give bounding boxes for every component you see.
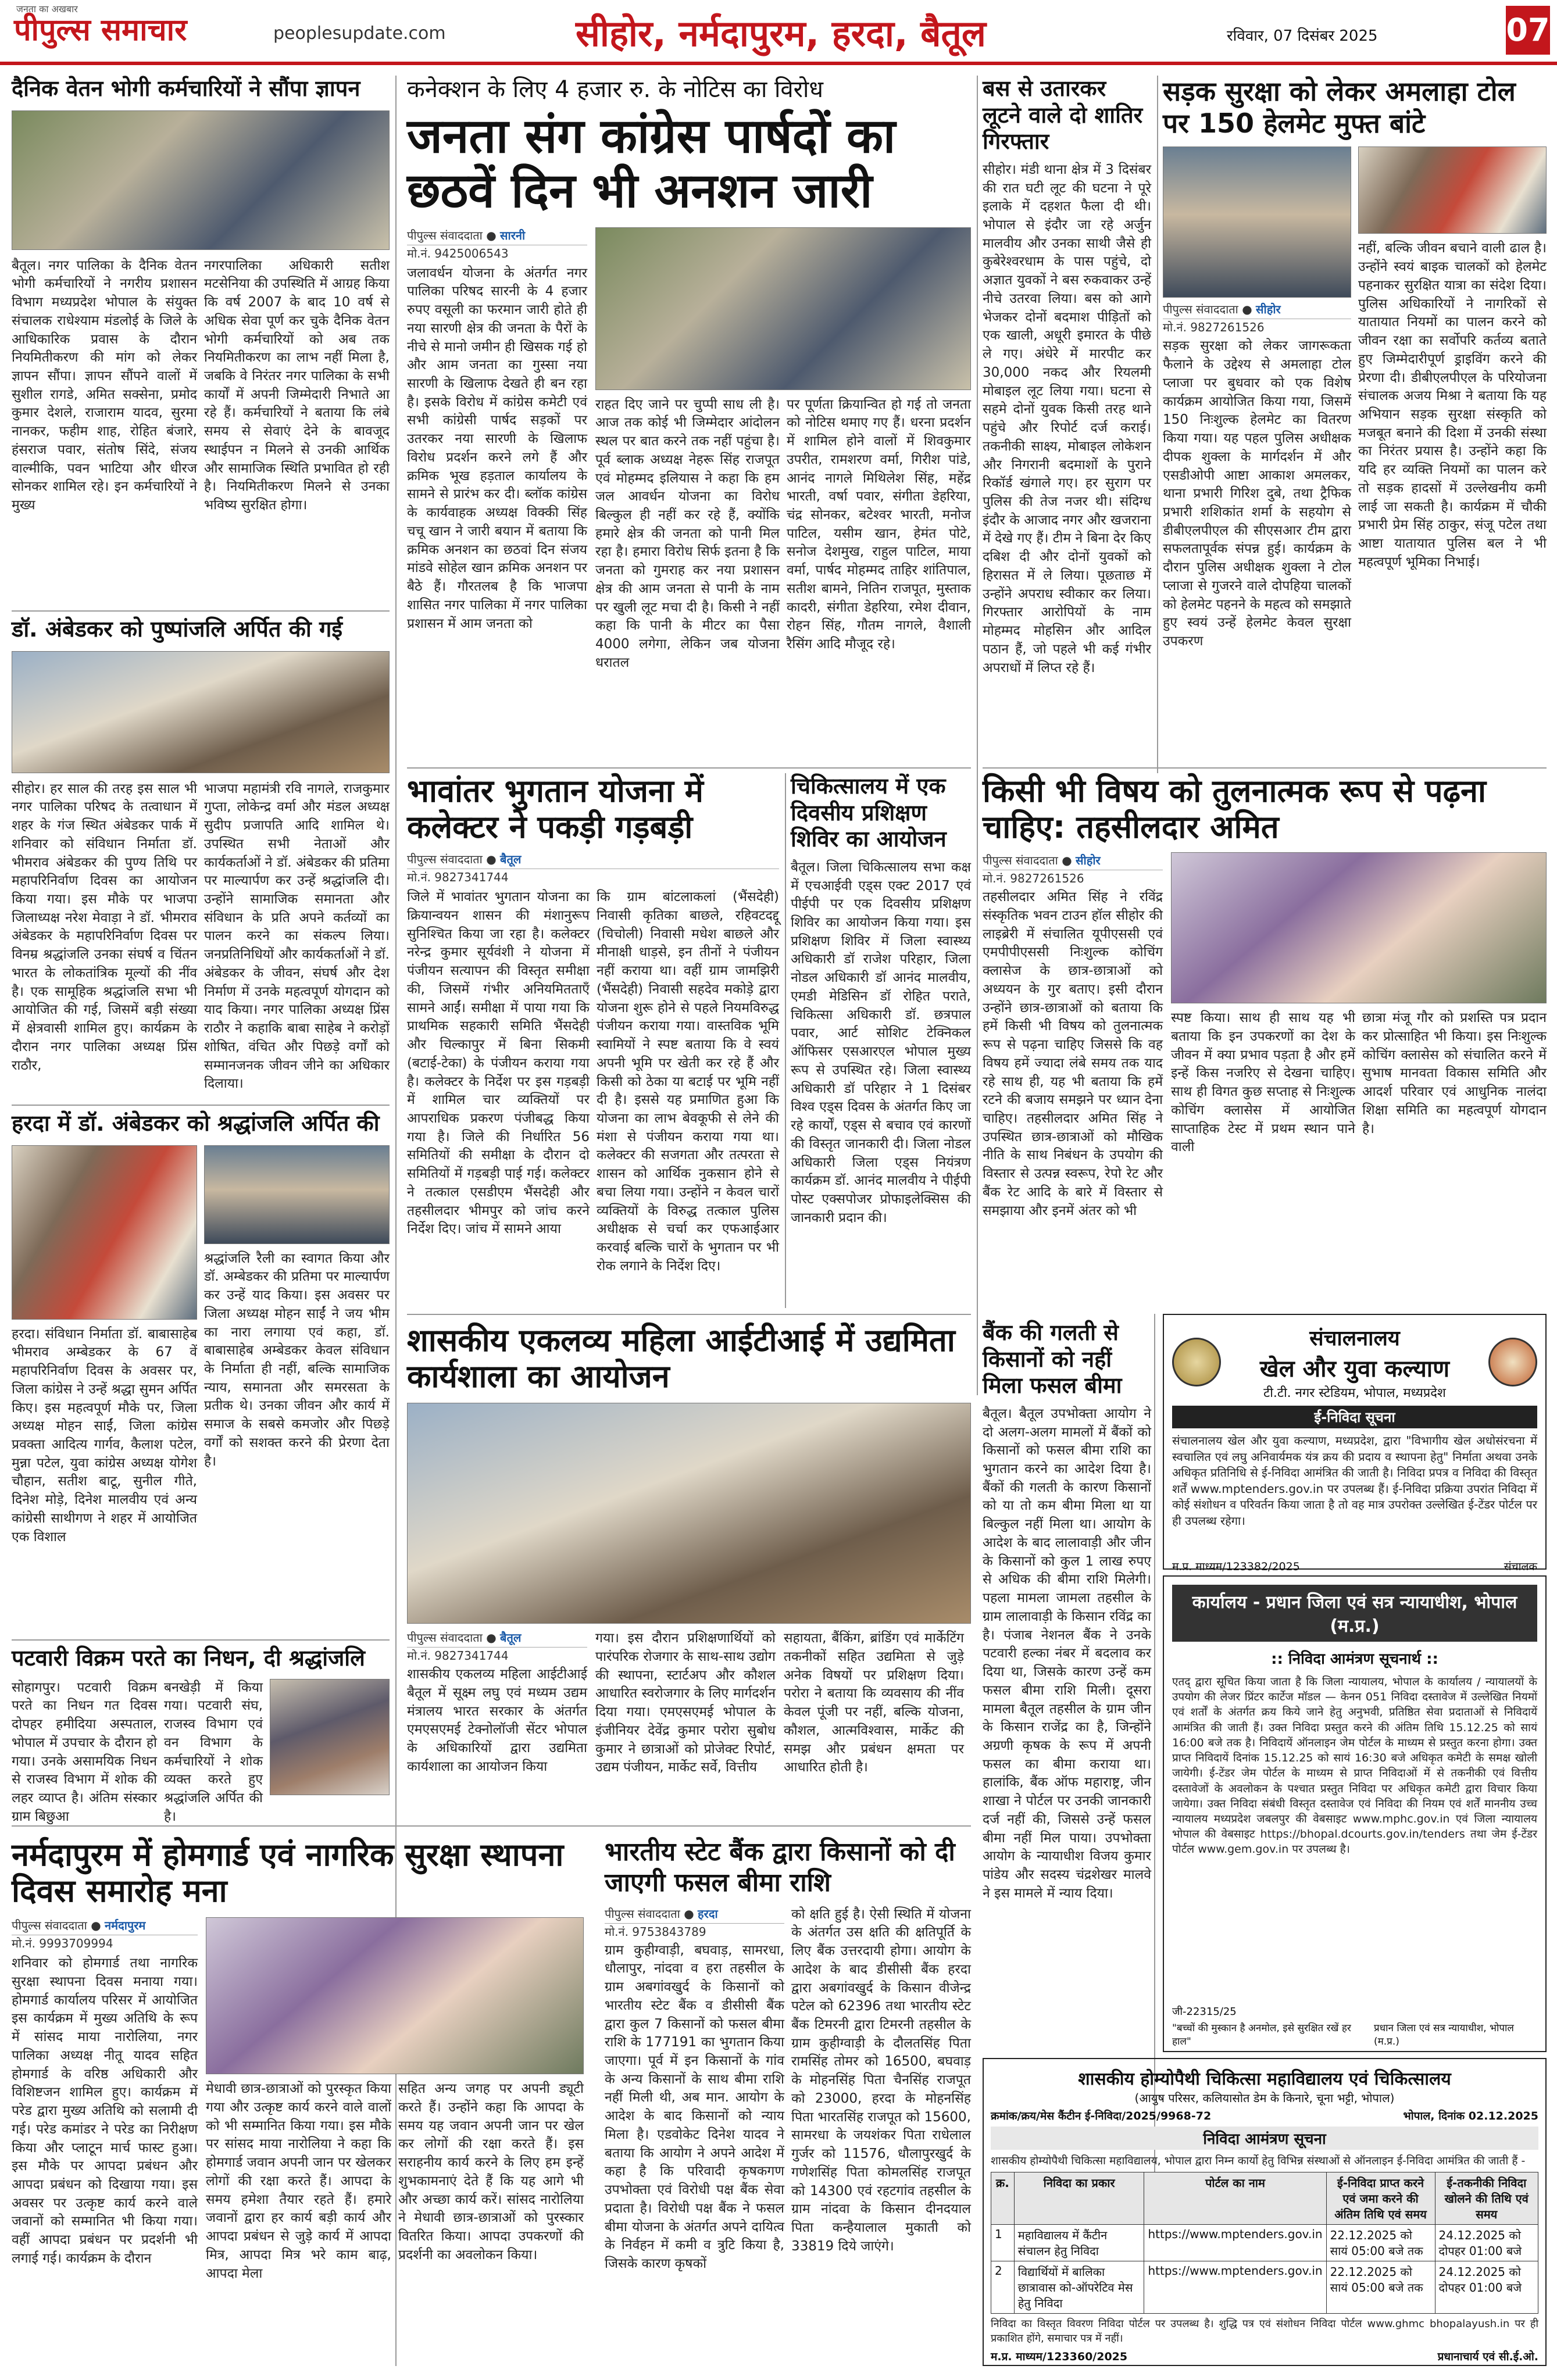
divider [12, 1105, 390, 1106]
photo-ceremony [206, 1917, 584, 2074]
body-text: गया। इस दौरान प्रशिक्षणार्थियों को पारंपरिक रोजगार के साथ-साथ उद्योग की स्थापना, स्टार्टअप और कौशल आधारित स्वरोजगार के लिए मार्गदर्शन दिया गया। एमएसएमई भोपाल के इंजीनियर देवेंद्र कुमार परोरा सुबोध कुमार ने छात्राओं को प्रोजेक्ट रिपोर्ट, उद्यम पंजीयन, मार्केट सर्वे, वित्तीय [595, 1631, 776, 1775]
body-text: कि ग्राम बांटलाकलां (भैंसदेही) निवासी कृतिका बाछले, रहिवटदद्दू (चिचोली) निवासी मधेश बाछले और मीनाक्षी धाड़से, इन तीनों ने पंजीयन नहीं कराया था। वहीं ग्राम जामझिरी (भैंसदेही) निवासी सहदेव मकोड़े द्वारा योजना शुरू होने से पहले नियमविरुद्ध पंजीयन कराया गया। वास्तविक भूमि स्वामियों ने स्पष्ट बताया कि वे स्वयं अपनी भूमि पर खेती कर रहे हैं और किसी को ठेका या बटाई पर भूमि नहीं दी है। इससे यह प्रमाणित हुआ कि योजना का लाभ बेवकूफी से लेने की मंशा से पंजीयन कराया गया था। कलेक्टर की सजगता और तत्परता से शासन को आर्थिक नुकसान होने से बचा लिया गया। उन्होंने न केवल चारों व्यक्तियों के विरुद्ध तत्काल पुलिस अधीक्षक से चर्चा कर एफआईआर करवाई बल्कि चारों के भुगतान पर भी रोक लगाने के निर्देश दिए। [597, 889, 779, 1274]
body-text: तहसीलदार अमित सिंह ने रविंद्र संस्कृतिक भवन टाउन हॉल सीहोर की लाइब्रेरी में संचालित यूपीएससी एवं एमपीपीएससी निःशुल्क कोचिंग क्लासेज के छात्र-छात्राओं को अध्ययन के गुर बताए। इसी दौरान उन्होंने छात्र-छात्राओं को बताया कि हमें किसी भी विषय को तुलनात्मक रूप से पढ़ना चाहिए जिससे कि वह विषय हमें ज्यादा लंबे समय तक याद रहे साथ ही, यह भी बताया कि हमें रटने की बजाय समझने पर ध्यान देना चाहिए। तहसीलदार अमित सिंह ने उपस्थित छात्र-छात्राओं को मौखिक नीति के साथ निबंधन के उपयोग की विस्तार से उत्पन्न स्वरूप, रेपो रेट और बैंक रेट आदि के बारे में विस्तार से समझाया और इनमें अंतर को भी [983, 889, 1163, 1218]
photo-tribute [12, 651, 390, 773]
body-text: ग्राम कुहीग्वाड़ी, बघवाड़, सामरधा, धौलापुर, नांदवा व हरा तहसील के ग्राम अबगांवखुर्द के किसानों को भारतीय स्टेट बैंक व डीसीसी बैंक द्वारा कुल 7 किसानों को फसल बीमा राशि के 177191 का भुगतान किया जाएगा। पूर्व में इन किसानों के गांव के अन्य किसानों के साथ बीमा राशि नहीं मिली थी, अब मान. आयोग के आदेश के बाद किसानों को न्याय मिला है। एडवोकेट दिनेश यादव ने बताया कि आयोग ने अपने आदेश में कहा है कि परिवादी कृषकगण उपभोक्ता एवं विरोधी पक्ष बैंक सेवा प्रदाता है। विरोधी पक्ष बैंक ने फसल बीमा योजना के अंतर्गत अपने दायित्व के निर्वहन में कमी व त्रुटि किया है, जिसके कारण कृषकों [605, 1942, 784, 2272]
emblem-icon [1172, 1338, 1221, 1386]
ad-footer: निविदा का विस्तृत विवरण निविदा पोर्टल पर उपलब्ध है। शुद्धि पत्र एवं संशोधन निविदा पोर्टल www.ghmc bhopalayush.in पर ही प्रकाशित होंगे, समाचार पत्र में नहीं। [991, 2318, 1538, 2345]
table-header: निविदा का प्रकार [1014, 2172, 1144, 2225]
body-text: बैतूल। बैतूल उपभोक्ता आयोग ने दो अलग-अलग मामलों में बैंकों को किसानों को फसल बीमा राशि का भुगतान करने का आदेश दिया है। बैंकों की गलती के कारण किसानों को या तो कम बीमा मिला था या बिल्कुल नहीं मिला था। आयोग के आदेश के बाद लालावाड़ी और जीन के किसानों को कुल 1 लाख रुपए से अधिक की बीमा राशि मिलेगी। पहला मामला जामला तहसील के ग्राम लालावाड़ी के किसान रविंद्र का है। पंजाब नेशनल बैंक ने उनके पटवारी हल्का नंबर में बदलाव कर दिया था, जिसके कारण उन्हें कम फसल बीमा राशि मिली। दूसरा मामला बैतूल तहसील के ग्राम जीन के किसान राजेंद्र का है, जिन्होंने अग्रणी कृषक के रूप में अपनी फसल का बीमा कराया था। हालांकि, बैंक ऑफ महाराष्ट्र, जीन शाखा ने पोर्टल पर उनकी जानकारी दर्ज नहीं की, जिससे उन्हें फसल बीमा नहीं मिल पाया। उपभोक्ता आयोग के न्यायाधीश विजय कुमार पांडेय और सदस्य चंद्रशेखर मालवे ने इस मामले में न्याय दिया। [983, 1406, 1151, 1901]
headline: चिकित्सालय में एक दिवसीय प्रशिक्षण शिविर का आयोजन [791, 773, 947, 852]
ad-title: कार्यालय - प्रधान जिला एवं सत्र न्यायाधीश, भोपाल (म.प्र.) [1172, 1585, 1537, 1642]
ad-sign: प्रधानाचार्य एवं सी.ई.ओ. [1437, 2350, 1538, 2363]
photo-portrait [270, 1679, 390, 1795]
ad-title: शासकीय होम्योपैथी चिकित्सा महाविद्यालय एवं चिकित्सालय [1078, 2069, 1451, 2089]
body-text: नगरपालिका अधिकारी सतीश मटसेनिया की उपस्थिति में आग्रह किया कि वर्ष 2007 के बाद 10 वर्ष से अधिक सेवा पूर्ण कर चुके दैनिक वेतन भोगी कर्मचारियों को अब तक नियमितीकरण का लाभ नहीं मिला है, जबकि वे निरंतर नगर पालिका के सभी कार्यों में अपनी जिम्मेदारी निभाते आ रहे हैं। कर्मचारियों ने बताया कि लंबे समय से सेवाएं देने के बावजूद स्थाईपन न मिलने से उनकी आर्थिक और सामाजिक स्थिति प्रभावित हो रही है। नियमितीकरण मिलने से उनका भविष्य सुरक्षित होगा। [204, 258, 390, 513]
logo-tagline: जनता का अखबार [16, 3, 78, 15]
headline: पटवारी विक्रम परते का निधन, दी श्रद्धांजलि [12, 1645, 365, 1671]
byline-name: पीपुल्स संवाददाता [983, 853, 1058, 868]
ad-sign: प्रधान जिला एवं सत्र न्यायाधीश, भोपाल (म.प्र.) [1373, 2022, 1514, 2047]
byline-place: बैतूल [500, 1631, 522, 1645]
byline-place: सारनी [500, 228, 526, 242]
body-text: छात्रा मंजू गौर को प्रशस्ति पत्र प्रदान कर प्रोत्साहित भी किया। इस निःशुल्क कोचिंग क्लासेस को संचालित करने में सुभाष मानवता विकास समिति और आदर्श परिवार एवं आधुनिक नालंदा शिक्षा समिति का महत्वपूर्ण योगदान है। [1362, 1010, 1547, 1137]
byline-name: पीपुल्स संवाददाता [605, 1906, 680, 1921]
divider [407, 1314, 971, 1315]
article-ekalavya [407, 1322, 971, 1775]
divider [983, 767, 1547, 769]
table-cell: महाविद्यालय में कैंटीन संचालन हेतु निविदा [1014, 2225, 1144, 2261]
divider [12, 1639, 390, 1641]
byline-mobile: मो.नं. 9827261526 [1163, 320, 1265, 335]
byline-name: पीपुल्स संवाददाता [1163, 302, 1238, 317]
headline: नर्मदापुरम में होमगार्ड एवं नागरिक सुरक्षा स्थापना दिवस समारोह मना [12, 1836, 564, 1910]
body-text: सड़क सुरक्षा को लेकर जागरूकता फैलाने के उद्देश्य से अमलाहा टोल प्लाजा पर बुधवार को एक विशेष कार्यक्रम आयोजित किया गया, जिसमें 150 निःशुल्क हेलमेट का वितरण किया गया। यह पहल पुलिस अधीक्षक दीपक शुक्ला के मार्गदर्शन में और एसडीओपी आष्टा आकाश अमलकर, थाना प्रभारी गिरिश दुबे, तथा ट्रैफिक प्रभारी शशिकांत शर्मा के सहयोग से डीबीएलपीएल की सीएसआर टीम द्वारा सफलतापूर्वक संपन्न हुई। कार्यक्रम के दौरान पुलिस अधीक्षक शुक्ला ने टोल प्लाजा से गुजरने वाले दोपहिया चालकों को हेलमेट पहनने के महत्व को समझाते हुए स्वयं उन्हें हेलमेट केवल सुरक्षा उपकरण [1163, 338, 1351, 649]
article-bus [983, 76, 1151, 748]
body-text: नहीं, बल्कि जीवन बचाने वाली ढाल है। उन्होंने स्वयं बाइक चालकों को हेलमेट पहनाकर सुरक्षित यात्रा का संदेश दिया। पुलिस अधिकारियों ने नागरिकों से यातायात नियमों का पालन करने को जीवन रक्षा का सर्वोपरि कर्तव्य बताते हुए जिम्मेदारीपूर्ण ड्राइविंग करने की प्रेरणा दी। डीबीएलपीएल के परियोजना संचालक अजय मिश्रा ने बताया कि यह अभियान सड़क सुरक्षा संस्कृति को मजबूत बनाने की दिशा में उनकी संस्था का निरंतर प्रयास है। उन्होंने कहा कि यदि हर व्यक्ति नियमों का पालन करे तो सड़क हादसों में उल्लेखनीय कमी लाई जा सकती है। कार्यक्रम में चौकी प्रभारी प्रेम सिंह ठाकुर, संजू पटेल तथा आष्टा यातायात पुलिस बल ने भी महत्वपूर्ण भूमिका निभाई। [1358, 241, 1547, 570]
website-url[interactable]: peoplesupdate.com [273, 23, 446, 44]
ad-body: एतद् द्वारा सूचित किया जाता है कि जिला न्यायालय, भोपाल के कार्यालय / न्यायालयों के उपयोग की लेजर प्रिंटर कार्टेज मॉडल — केनन 051 निविदा दस्तावेज में उल्लेखित नियमों एवं शर्तों के अंतर्गत क्रय किये जाने हेतु अनुभवी, प्रतिष्ठित सेवा प्रदाताओं से निविदायें आमंत्रित की जाती हैं। उक्त निविदा प्रस्तुत करने की अंतिम तिथि 15.12.25 को सायं 16:00 बजे तक है। निविदायें ऑनलाइन जेम पोर्टल के माध्यम से प्रस्तुत करना होगा। उक्त प्राप्त निविदायें दिनांक 15.12.25 को सायं 16:30 बजे अधिकृत कमेटी के समक्ष खोली जायेगी। ई-टेंडर जेम पोर्टल के माध्यम से प्राप्त निविदाओं में से तकनीकी एवं वित्तीय दस्तावेजों के अवलोकन के पश्चात प्रस्तुत निविदा पर अधिकृत कमेटी द्वारा विचार किया जायेगा। उक्त निविदा संबंधी विस्तृत दस्तावेज एवं निविदा की नियम एवं शर्तें माननीय उच्च न्यायालय मध्यप्रदेश जबलपुर की वेबसाइट www.mphc.gov.in एवं जिला न्यायालय भोपाल की वेबसाइट https://bhopal.dcourts.gov.in/tenders तथा जेम ई-टेंडर पोर्टल www.gem.gov.in पर उपलब्ध है। [1172, 1675, 1537, 1856]
column-rule [1157, 76, 1158, 773]
body-text: जलावर्धन योजना के अंतर्गत नगर पालिका परिषद सारनी के 4 हजार रुपए वसूली का फरमान जारी होते ही नया सारणी क्षेत्र की जनता के पैरों के नीचे से मानो जमीन ही खिसक गई हो और आम जनता का गुस्सा नया सारणी के खिलाफ देखते ही बन रहा है। इसके विरोध में कांग्रेस कमेटी एवं सभी कांग्रेसी पार्षद सड़कों पर उतरकर नया सारणी के खिलाफ विरोध प्रदर्शन करने लगे हैं और क्रमिक भूख हड़ताल कार्यालय के सामने से प्रारंभ कर दी। ब्लॉक कांग्रेस के कार्यवाहक अध्यक्ष विक्की सिंह चचू खान ने जारी बयान में बताया कि क्रमिक अनशन का छठवां दिन संजय मांडवे सोहेल खान क्रमिक अनशन पर बैठे हैं। गौरतलब है कि भाजपा शासित नगर पालिका में नगर पालिका प्रशासन में आम जनता को [407, 265, 587, 631]
headline: दैनिक वेतन भोगी कर्मचारियों ने सौंपा ज्ञापन [12, 76, 360, 101]
photo-statue [12, 1145, 197, 1320]
table-header-row [991, 2172, 1538, 2225]
newspaper-logo: पीपुल्स समाचार [14, 12, 187, 48]
byline-name: पीपुल्स संवाददाता [407, 1631, 483, 1645]
article-congress [407, 76, 971, 671]
page-number: 07 [1506, 6, 1550, 55]
byline-mobile: मो.नं. 9425006543 [407, 246, 509, 260]
article-ambedkar-sehore [12, 616, 390, 1092]
table-row [991, 2225, 1538, 2261]
photo-workshop [407, 1403, 971, 1624]
headline: शासकीय एकलव्य महिला आईटीआई में उद्यमिता कार्यशाला का आयोजन [407, 1322, 955, 1395]
byline: पीपुल्स संवाददाता ● सीहोर [1163, 301, 1351, 319]
byline-place: हरदा [698, 1906, 718, 1921]
byline-mobile: मो.नं. 9827341744 [407, 870, 509, 885]
ad-homeopathy-tender [983, 2058, 1547, 2366]
headline: सड़क सुरक्षा को लेकर अमलाहा टोल पर 150 हेलमेट मुफ्त बांटे [1163, 76, 1516, 140]
table-cell: 24.12.2025 को दोपहर 01:00 बजे [1435, 2225, 1538, 2261]
body-text: हरदा। संविधान निर्माता डॉ. बाबासाहेब भीमराव अम्बेडकर के 67 वें महापरिनिर्वाण दिवस के अवसर पर, जिला कांग्रेस ने उन्हें श्रद्धा सुमन अर्पित किए। इस महत्वपूर्ण मौके पर, जिला अध्यक्ष मोहन साईं, जिला कांग्रेस प्रवक्ता आदित्य गार्गव, कैलाश पटेल, मुन्ना पटेल, युवा कांग्रेस अध्यक्ष योगेश चौहान, सतीश बाटू, सुनील गीते, दिनेश मोड़े, दिनेश मालवीय एवं अन्य कांग्रेसी साथीगण ने शहर में आयोजित एक विशाल [12, 1326, 197, 1545]
ad-notice: ई-निविदा सूचना [1172, 1406, 1537, 1428]
body-text: सोहागपुर। पटवारी विक्रम परते का निधन गत दिवस दोपहर हमीदिया अस्पताल, भोपाल में उपचार के दौरान हो गया। उनके असामयिक निधन से राजस्व विभाग में शोक की लहर व्याप्त है। अंतिम संस्कार ग्राम बिछुआ [12, 1679, 157, 1824]
byline-mobile: मो.नं. 9753843789 [605, 1924, 706, 1939]
photo-protest [595, 227, 971, 390]
kicker: कनेक्शन के लिए 4 हजार रु. के नोटिस का विरोध [407, 76, 823, 103]
photo-helmet-distribution [1163, 146, 1351, 298]
article-hospital [791, 773, 971, 1289]
byline-mobile: मो.नं. 9827261526 [983, 871, 1084, 886]
body-text: मेधावी छात्र-छात्राओं को पुरस्कृत किया गया और उत्कृष्ट कार्य करने वाले वालों को भी सम्मानित किया गया। इस मौके पर सांसद माया नारोलिया ने कहा कि होमगार्ड जवान अपनी जान पर खेलकर लोगों की रक्षा करते हैं। आपदा के समय हमेशा तैयार रहते हैं। हमारे जवानों द्वारा हर कार्य बड़ी कार्य और आपदा प्रबंधन से जुड़े कार्य में आपदा मित्र, आपदा मित्र भरे काम बाढ़, आपदा मेला [206, 2081, 391, 2281]
byline: पीपुल्स संवाददाता ● सारनी [407, 227, 587, 245]
ad-ref: जी-22315/25 [1172, 2006, 1237, 2018]
ad-subtitle: खेल और युवा कल्याण [1259, 1356, 1450, 1382]
table-header: क्र. [991, 2172, 1015, 2225]
body-text: सीहोर। मंडी थाना क्षेत्र में 3 दिसंबर की रात घटी लूट की घटना ने पूरे इलाके में दहशत फैला दी थी। भोपाल से इंदौर जा रहे अर्जुन मालवीय और उनका साथी जैसे ही कुबेरेश्वरधाम के पास पहुंचे, दो अज्ञात युवकों ने बस रुकवाकर उन्हें नीचे उतरवा लिया। बस को आगे भेजकर दोनों बदमाश पीड़ितों को एक खाली, अधूरी इमारत के पीछे ले गए। अंधेरे में मारपीट कर 30,000 नकद और रियलमी मोबाइल लूट लिया गया। घटना से सहमे दोनों युवक किसी तरह थाने पहुंचे और रिपोर्ट दर्ज कराई। तकनीकी साक्ष्य, मोबाइल लोकेशन और निगरानी बदमाशों के पुराने रिकॉर्ड खंगाले गए। हर सुराग पर पुलिस की तेज नजर थी। संदिग्ध इंदौर के आजाद नगर और खजराना में देखे गए हैं। टीम ने बिना देर किए दबिश दी और दोनों युवकों को हिरासत में ले लिया। पूछताछ में उन्होंने अपराध स्वीकार कर लिया। गिरफ्तार आरोपियों के नाम मोहम्मद मोहसिन और आदिल पठान हैं, जो पहले भी कई गंभीर अपराधों में लिप्त रहे हैं। [983, 162, 1151, 676]
body-text: बैतूल। जिला चिकित्सालय सभा कक्ष में एचआईवी एड्स एक्ट 2017 एवं पीईपी पर एक दिवसीय प्रशिक्षण शिविर का आयोजन किया गया। इस प्रशिक्षण शिविर में जिला स्वास्थ्य अधिकारी डॉ राजेश परिहार, जिला नोडल अधिकारी डॉ आनंद मालवीय, एमडी मेडिसिन डॉ रोहित पराते, चिकित्सा अधिकारी डॉ. छत्रपाल पवार, आर्ट सोशिट टेक्निकल ऑफिसर एसआरएल भोपाल मुख्य रूप से उपस्थित रहे। जिला स्वास्थ्य अधिकारी डॉ परिहार ने 1 दिसंबर विश्व एड्स दिवस के अंतर्गत किए जा रहे कार्यों, एड्स से बचाव एवं कारणों की विस्तृत जानकारी दी। जिला नोडल अधिकारी जिला एड्स नियंत्रण कार्यक्रम डॉ. आनंद मालवीय ने पीईपी पोस्ट एक्सपोजर प्रोफाइलेक्सिस की जानकारी प्रदान की। [791, 859, 971, 1225]
article-tehsildar [983, 773, 1547, 1218]
article-ambedkar-harda [12, 1110, 390, 1545]
headline: डॉ. अंबेडकर को पुष्पांजलि अर्पित की गई [12, 616, 343, 642]
divider [605, 1825, 971, 1827]
issue-date: रविवार, 07 दिसंबर 2025 [1227, 27, 1378, 45]
ad-ref-no: क्रमांक/क्रय/मेस कैंटीन ई-निविदा/2025/9968-72 [991, 2110, 1212, 2122]
tender-table [991, 2172, 1538, 2314]
byline-name: पीपुल्स संवाददाता [407, 228, 483, 242]
photo-certificate [1171, 852, 1547, 1003]
table-header: ई-तकनीकी निविदा खोलने की तिथि एवं समय [1435, 2172, 1538, 2225]
table-header: ई-निविदा प्राप्त करने एवं जमा करने की अंतिम तिथि एवं समय [1326, 2172, 1435, 2225]
table-header: पोर्टल का नाम [1144, 2172, 1326, 2225]
logo-icon [1488, 1338, 1537, 1386]
byline-place: नर्मदापुरम [105, 1918, 146, 1933]
body-text: भाजपा महामंत्री रवि नागले, राजकुमार गुप्ता, लोकेन्द्र वर्मा और मंडल अध्यक्ष सुदीप प्रजापति आदि शामिल थे। उपस्थित सभी नेताओं और कार्यकर्ताओं ने डॉ. अंबेडकर की प्रतिमा पर माल्यार्पण कर उन्हें श्रद्धांजलि दी। उन्होंने सामाजिक समानता और संविधान के प्रति अपने कर्तव्यों का पालन करने का संकल्प लिया। जनप्रतिनिधियों और कार्यकर्ताओं ने डॉ. अंबेडकर के जीवन, संघर्ष और देश निर्माण में उनके महत्वपूर्ण योगदान को याद किया। नगर पालिका अध्यक्ष प्रिंस राठौर ने कहाकि बाबा साहेब ने करोड़ों शोषित, वंचित और पिछड़े वर्गों को सम्मानजनक जीवन जीने का अधिकार दिलाया। [204, 781, 390, 1092]
headline: बैंक की गलती से किसानों को नहीं मिला फसल बीमा [983, 1320, 1122, 1399]
table-cell: 22.12.2025 को सायं 05:00 बजे तक [1326, 2261, 1435, 2314]
body-text: शनिवार को होमगार्ड तथा नागरिक सुरक्षा स्थापना दिवस मनाया गया। होमगार्ड कार्यालय परिसर में आयोजित इस कार्यक्रम में मुख्य अतिथि के रूप में सांसद माया नारोलिया, नगर पालिका अध्यक्ष नीतू यादव सहित होमगार्ड के वरिष्ठ अधिकारी और विशिष्टजन शामिल हुए। कार्यक्रम में परेड द्वारा मुख्य अतिथि को सलामी दी गई। परेड कमांडर ने परेड का निरीक्षण किया और प्लाटून मार्च फास्ट हुआ। इस मौके पर आपदा प्रबंधन और आपदा प्रबंधन को दिखाया गया। इस अवसर पर उत्कृष्ट कार्य करने वाले जवानों को सम्मानित भी किया गया। वहीं आपदा प्रबंधन पर प्रदर्शनी भी लगाई गई। कार्यक्रम के दौरान [12, 1956, 198, 2266]
byline-mobile: मो.नं. 9827341744 [407, 1649, 509, 1663]
byline-place: सीहोर [1256, 302, 1281, 317]
body-text: बनखेड़ी में किया गया। पटवारी संघ, राजस्व विभाग एवं वन विभाग के कर्मचारियों ने शोक व्यक्त करते हुए श्रद्धांजलि अर्पित की है। [164, 1679, 263, 1824]
headline: हरदा में डॉ. अंबेडकर को श्रद्धांजलि अर्पित की [12, 1110, 380, 1136]
body-text: श्रद्धांजलि रैली का स्वागत किया और डॉ. अम्बेडकर की प्रतिमा पर माल्यार्पण कर उन्हें याद किया। इस अवसर पर जिला अध्यक्ष मोहन साईं ने जय भीम का नारा लगाया एवं कहा, डॉ. बाबासाहेब अम्बेडकर केवल संविधान के निर्माता ही नहीं, बल्कि सामाजिक न्याय, समानता और समरसता के प्रतीक थे। उनका जीवन और कार्य में समाज के सबसे कमजोर और पिछड़े वर्गों को सशक्त करने की प्रेरणा देता है। [204, 1250, 390, 1469]
byline-place: सीहोर [1076, 853, 1101, 868]
article-helmet [1163, 76, 1547, 709]
headline: बस से उतारकर लूटने वाले दो शातिर गिरफ्तार [983, 76, 1143, 155]
ad-notice: निविदा आमंत्रण सूचना [991, 2127, 1538, 2150]
byline: पीपुल्स संवाददाता ● बैतूल [407, 1629, 587, 1648]
body-text: सीहोर। हर साल की तरह इस साल भी नगर पालिका परिषद के तत्वाधान में शहर के गंज स्थित अंबेडकर पार्क में शनिवार को संविधान निर्माता डॉ. भीमराव अंबेडकर की पुण्य तिथि पर महापरिनिर्वाण दिवस का आयोजन किया गया। इस मौके पर भाजपा जिलाध्यक्ष नरेश मेवाड़ा ने डॉ. भीमराव अंबेडकर के महापरिनिर्वाण दिवस पर विनम्र श्रद्धांजलि उनका संघर्ष व चिंतन भारत के लोकतांत्रिक मूल्यों की नींव है। एक सामूहिक श्रद्धांजलि सभा भी आयोजित की गई, जिसमें बड़ी संख्या में क्षेत्रवासी शामिल हुए। कार्यक्रम के दौरान नगर पालिका अध्यक्ष प्रिंस राठौर, [12, 781, 197, 1073]
section-title: सीहोर, नर्मदापुरम, हरदा, बैतूल [576, 12, 986, 55]
ad-court-tender [1163, 1575, 1547, 2052]
body-text: सहायता, बैंकिंग, ब्रांडिंग एवं मार्केटिंग तकनीकों सहित उद्यमिता से जुड़े अनेक विषयों पर प्रशिक्षण दिया। परोरा ने बताया कि व्यवसाय की नींव केवल पूंजी पर नहीं, बल्कि योजना, कौशल, आत्मविश्वास, मार्केट की समझ और प्रबंधन क्षमता पर आधारित होती है। [784, 1631, 964, 1775]
headline: भावांतर भुगतान योजना में कलेक्टर ने पकड़ी गड़बड़ी [407, 773, 703, 846]
ad-address: टी.टी. नगर स्टेडियम, भोपाल, मध्यप्रदेश [1263, 1386, 1446, 1400]
table-cell: विद्यार्थियों में बालिका छात्रावास को-ऑपरेटिव मेस हेतु निविदा [1014, 2261, 1144, 2314]
byline: पीपुल्स संवाददाता ● हरदा [605, 1906, 784, 1924]
body-text: जिले में भावांतर भुगतान योजना का क्रियान्वयन शासन की मंशानुरूप सुनिश्चित किया जा रहा है। कलेक्टर नरेन्द्र कुमार सूर्यवंशी ने योजना में पंजीयन सत्यापन की विस्तृत समीक्षा की, जिसमें गंभीर अनियमितताएँ सामने आईं। समीक्षा में पाया गया कि प्राथमिक सहकारी समिति भैंसदेही और चिल्कापुर में बिना सिकमी (बटाई-टेका) के पंजीयन कराया गया है। कलेक्टर के निर्देश पर इस गड़बड़ी में शामिल चार व्यक्तियों पर आपराधिक प्रकरण पंजीबद्ध किया गया है। जिले की निर्धारित 56 समितियों की समीक्षा के दौरान दो समितियों में गड़बड़ी पाई गई। कलेक्टर ने तत्काल एसडीएम भैंसदेही और तहसीलदार भीमपुर को जांच करने निर्देश दिए। जांच में सामने आया [407, 889, 590, 1237]
table-cell: 22.12.2025 को सायं 05:00 बजे तक [1326, 2225, 1435, 2261]
article-bhavantar [407, 773, 779, 1307]
byline: पीपुल्स संवाददाता ● बैतूल [407, 851, 779, 869]
column-rule [785, 773, 786, 1308]
photo-officers [1358, 146, 1547, 234]
divider [407, 767, 971, 769]
ad-body: संचालनालय खेल और युवा कल्याण, मध्यप्रदेश, द्वारा "विभागीय खेल अधोसंरचना में स्वचालित एवं लघु अनिवार्यमक यंत्र क्रय की प्रदाय व स्थापना हेतु" निर्माता अथवा उनके अधिकृत प्रतिनिधि से ई-निविदा आमंत्रित की जाती है। निविदा प्रपत्र व निविदा की विस्तृत शर्तें www.mptenders.gov.in पर उपलब्ध हैं। ई-निविदा प्रक्रिया उपरांत निविदा में कोई संशोधन व परिवर्तन किया जाता है तो वह मात्र उपरोक्त उल्लेखित ई-टेंडर पोर्टल पर ही उपलब्ध रहेगा। [1172, 1434, 1537, 1528]
body-text: राहत दिए जाने पर चुप्पी साध ली है। आज तक कोई भी जिम्मेदार आंदोलन स्थल पर बात करने तक नहीं पहुंचा है। पूर्व ब्लाक अध्यक्ष नेहरू सिंह राजपूत एवं मोहम्मद इलियास ने कहा कि हम जल आवर्धन योजना का विरोध बिल्कुल ही नहीं कर रहे हैं, क्योंकि हमारे क्षेत्र की जनता को पानी मिल रहा है। हमारा विरोध सिर्फ इतना है कि जनता को गुमराह कर नया प्रशासन क्षेत्र की आम जनता से पानी के नाम पर खुली लूट मचा दी है। किसी ने नहीं कहा कि पानी के मीटर का पैसा 4000 लगेगा, लेकिन जब योजना धरातल [595, 396, 780, 670]
column-rule [977, 76, 978, 1395]
byline-name: पीपुल्स संवाददाता [12, 1918, 87, 1933]
table-cell: 24.12.2025 को दोपहर 01:00 बजे [1435, 2261, 1538, 2314]
photo-memorandum [12, 110, 390, 250]
table-cell[interactable]: https://www.mptenders.gov.in [1144, 2261, 1326, 2314]
article-patwari [12, 1645, 390, 1824]
table-row [991, 2261, 1538, 2314]
ad-sign: संचालक [1504, 1560, 1537, 1573]
photo-rally [204, 1145, 390, 1244]
ad-ref: म.प्र. माध्यम/123360/2025 [991, 2350, 1128, 2363]
table-cell: 1 [991, 2225, 1015, 2261]
ad-intro: शासकीय होम्योपैथी चिकित्सा महाविद्यालय, भोपाल द्वारा निम्न कार्यो हेतु विभिन्न संस्थाओं से ऑनलाइन ई-निविदा आमंत्रित की जाती हैं - [991, 2154, 1526, 2167]
ad-ref-date: भोपाल, दिनांक 02.12.2025 [1403, 2110, 1538, 2122]
ad-address: (आयुष परिसर, कलियासोत डेम के किनारे, चूना भट्टी, भोपाल) [1134, 2091, 1395, 2105]
byline-name: पीपुल्स संवाददाता [407, 852, 483, 867]
ad-sports-tender [1163, 1314, 1547, 1573]
ad-notice: :: निविदा आमंत्रण सूचनार्थ :: [1271, 1650, 1438, 1668]
body-text: पर पूर्णता क्रियान्वित हो गई तो जनता को नोटिस थमाए गए हैं। धरना प्रदर्शन में शामिल होने वालों में शिवकुमार उपरीत, रामशरण वर्मा, गिरीश पांडे, आनंद नागले मिथिलेश सिंह, महेंद्र भारती, वर्षा पवार, संगीता डेहरिया, चंद्र सोनकर, बटेश्वर भारती, मनोज पाटिल, यसीम खान, हेमंत पोटे, सनोज देशमुख, राहुल पाटिल, माया वर्मा, पार्षद मोहम्मद ताहिर शांतिपाल, सतीश बामने, नितिन राजपूत, मुस्ताक कादरी, संगीता डेहरिया, रमेश दीवान, रोहन सिंह, गौतम नागले, वैशाली रैसिंग आदि मौजूद रहे। [787, 396, 971, 652]
article-wage [12, 76, 390, 513]
headline: किसी भी विषय को तुलनात्मक रूप से पढ़ना चाहिए: तहसीलदार अमित [983, 773, 1486, 846]
ad-title: संचालनालय [1309, 1327, 1400, 1350]
headline: जनता संग कांग्रेस पार्षदों का छठवें दिन भी अनशन जारी [407, 109, 896, 219]
body-text: स्पष्ट किया। साथ ही साथ यह भी बताया कि इन उपकरणों का देश के जीवन में क्या प्रभाव पड़ता है और हमें इन्हें किस नजरिए से देखना चाहिए। साथ ही विगत कुछ सप्ताह से निःशुल्क कोचिंग क्लासेस में आयोजित साप्ताहिक टेस्ट में प्रथम स्थान पाने वाली [1171, 1010, 1355, 1155]
article-sbi [605, 1837, 971, 2372]
ad-slogan: "बच्चों की मुस्कान है अनमोल, इसे सुरक्षित रखें हर हाल" [1172, 2022, 1351, 2047]
byline-place: बैतूल [500, 852, 522, 867]
article-homeguard [12, 1837, 593, 2303]
masthead [0, 0, 1557, 65]
body-text: सहित अन्य जगह पर अपनी ड्यूटी करते हैं। उन्होंने कहा कि आपदा के समय यह जवान अपनी जान पर खेल कर लोगों की रक्षा करते हैं। इस सराहनीय कार्य करने के लिए हम इन्हें शुभकामनाएं देते हैं कि यह आगे भी और अच्छा कार्य करें। सांसद नारोलिया ने मेधावी छात्र-छात्राओं को पुरस्कार वितरित किया। आपदा उपकरणों की प्रदर्शनी का अवलोकन किया। [398, 2081, 584, 2263]
byline-mobile: मो.नं. 9993709994 [12, 1936, 113, 1951]
table-cell[interactable]: https://www.mptenders.gov.in [1144, 2225, 1326, 2261]
body-text: शासकीय एकलव्य महिला आईटीआई बैतूल में सूक्ष्म लघु एवं मध्यम उद्यम मंत्रालय भारत सरकार के अंतर्गत एमएसएमई टेक्नोलॉजी सेंटर भोपाल के अधिकारियों द्वारा उद्यमिता कार्यशाला का आयोजन किया [407, 1667, 587, 1774]
divider [12, 610, 390, 612]
table-cell: 2 [991, 2261, 1015, 2314]
byline: पीपुल्स संवाददाता ● नर्मदापुरम [12, 1917, 198, 1935]
ad-ref: म.प्र. माध्यम/123382/2025 [1172, 1560, 1300, 1573]
body-text: बैतूल। नगर पालिका के दैनिक वेतन भोगी कर्मचारियों ने नगरीय प्रशासन विभाग मध्यप्रदेश भोपाल के संयुक्त संचालक राधेश्याम मंडलोई के जिले के आधिकारिक प्रवास के दौरान नियमितीकरण की मांग को लेकर ज्ञापन सौंपा। ज्ञापन सौंपने वालों में सुशील रागडे, अमित सक्सेना, प्रमोद कुमार देशले, राजाराम यादव, सुरमा नानकर, फहीम शाह, रोहित बंजारे, हंसराज पवार, संतोष सिंदे, संजय वाल्मीकि, पवन भाटिया और धीरज सोनकर शामिल रहे। इन कर्मचारियों ने मुख्य [12, 258, 197, 513]
body-text: को क्षति हुई है। ऐसी स्थिति में योजना के अंतर्गत उस क्षति की क्षतिपूर्ति के लिए बैंक उत्तरदायी होगा। आयोग के आदेश के बाद डीसीसी बैंक हरदा द्वारा अबगांवखुर्द के किसान वीजेन्द्र पटेल को 62396 तथा भारतीय स्टेट बैंक टिमरनी द्वारा टिमरनी तहसील के ग्राम कुहीग्वाड़ी के दौलतसिंह पिता रामसिंह तोमर को 16500, बघवाड़ के मोहनसिंह पिता चैनसिंह राजपूत को 23000, हरदा के मोहनसिंह पिता भारतसिंह राजपूत को 15600, सामरधा के जयशंकर पिता राधेलाल गुर्जर को 11576, धौलापुरखुर्द के गणेशसिंह पिता कोमलसिंह राजपूत को 14300 एवं रहटगांव तहसील के ग्राम नांदवा के किसान दीनदयाल पिता कन्हैयालाल मुकाती को 33819 दिये जाएंगे। [791, 1906, 971, 2254]
byline: पीपुल्स संवाददाता ● सीहोर [983, 852, 1163, 870]
headline: भारतीय स्टेट बैंक द्वारा किसानों को दी जाएगी फसल बीमा राशि [605, 1837, 955, 1897]
